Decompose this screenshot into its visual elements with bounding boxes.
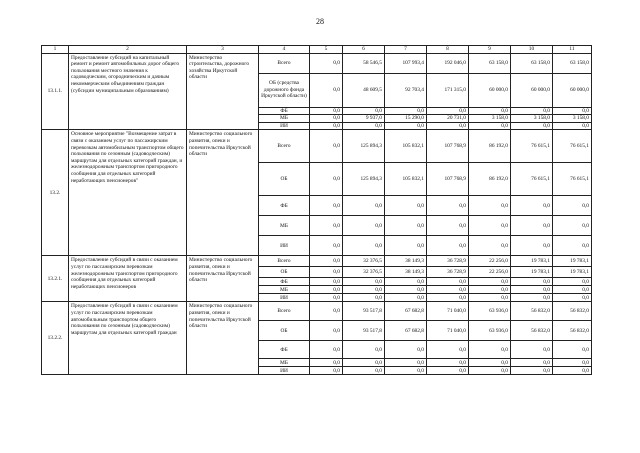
funding-source: МБ <box>259 115 310 123</box>
amount-cell: 20 731,0 <box>427 115 469 123</box>
amount-cell: 0,0 <box>427 359 469 367</box>
amount-cell: 71 040,0 <box>427 321 469 341</box>
amount-cell: 0,0 <box>553 341 592 359</box>
funding-source: ФБ <box>259 341 310 359</box>
amount-cell: 0,0 <box>310 53 343 73</box>
amount-cell: 0,0 <box>385 107 427 115</box>
amount-cell: 171 315,0 <box>427 73 469 107</box>
amount-cell: 107 993,4 <box>385 53 427 73</box>
budget-table <box>41 45 592 375</box>
header-cell: 4 <box>259 46 310 54</box>
amount-cell: 92 703,4 <box>385 73 427 107</box>
table-row <box>42 130 592 163</box>
amount-cell: 0,0 <box>343 278 385 286</box>
header-cell: 9 <box>469 46 511 54</box>
amount-cell: 63 158,0 <box>511 53 553 73</box>
item-name: Предоставление субсидий в связи с оказанием услуг по пассажирским перевозкам автомобильным транспортом общего пользования по сезонным (садоводческим) маршрутам для отдельных категорий граждан <box>69 302 187 375</box>
funding-source: Всего <box>259 53 310 73</box>
header-cell: 1 <box>42 46 69 54</box>
amount-cell: 0,0 <box>343 122 385 130</box>
amount-cell: 56 832,0 <box>553 302 592 321</box>
amount-cell: 0,0 <box>511 294 553 302</box>
amount-cell: 22 256,0 <box>469 256 511 267</box>
amount-cell: 0,0 <box>427 107 469 115</box>
amount-cell: 0,0 <box>385 359 427 367</box>
funding-source: ФБ <box>259 196 310 216</box>
amount-cell: 0,0 <box>553 367 592 375</box>
amount-cell: 36 728,9 <box>427 256 469 267</box>
table-row <box>42 53 592 73</box>
amount-cell: 56 832,0 <box>511 302 553 321</box>
amount-cell: 19 783,1 <box>553 256 592 267</box>
amount-cell: 0,0 <box>310 216 343 236</box>
amount-cell: 15 290,0 <box>385 115 427 123</box>
funding-source: Всего <box>259 302 310 321</box>
item-executor: Министерство социального развития, опеки и попечительства Иркутской области <box>187 130 259 256</box>
amount-cell: 0,0 <box>385 286 427 294</box>
amount-cell: 56 832,0 <box>553 321 592 341</box>
amount-cell: 0,0 <box>511 216 553 236</box>
item-code: 13.2.1. <box>42 256 69 302</box>
item-code: 13.2. <box>42 130 69 256</box>
funding-source: ОБ (средства дорожного фонда Иркутской области) <box>259 73 310 107</box>
amount-cell: 0,0 <box>553 122 592 130</box>
funding-source: ОБ <box>259 163 310 196</box>
amount-cell: 76 615,1 <box>511 163 553 196</box>
amount-cell: 0,0 <box>553 294 592 302</box>
amount-cell: 76 615,1 <box>511 130 553 163</box>
funding-source: ФБ <box>259 278 310 286</box>
amount-cell: 0,0 <box>553 278 592 286</box>
table-row <box>42 302 592 321</box>
amount-cell: 0,0 <box>427 122 469 130</box>
amount-cell: 3 158,0 <box>553 115 592 123</box>
amount-cell: 0,0 <box>310 115 343 123</box>
header-cell: 3 <box>187 46 259 54</box>
amount-cell: 0,0 <box>343 294 385 302</box>
amount-cell: 0,0 <box>343 286 385 294</box>
amount-cell: 0,0 <box>427 196 469 216</box>
page-number: 28 <box>316 17 324 26</box>
amount-cell: 0,0 <box>310 359 343 367</box>
amount-cell: 32 376,5 <box>343 256 385 267</box>
amount-cell: 0,0 <box>310 122 343 130</box>
amount-cell: 86 192,0 <box>469 130 511 163</box>
header-cell: 6 <box>343 46 385 54</box>
amount-cell: 0,0 <box>310 286 343 294</box>
amount-cell: 3 158,0 <box>511 115 553 123</box>
amount-cell: 0,0 <box>511 278 553 286</box>
amount-cell: 105 832,1 <box>385 130 427 163</box>
amount-cell: 0,0 <box>511 196 553 216</box>
header-cell: 11 <box>553 46 592 54</box>
amount-cell: 0,0 <box>469 341 511 359</box>
amount-cell: 0,0 <box>343 196 385 216</box>
amount-cell: 0,0 <box>310 163 343 196</box>
amount-cell: 0,0 <box>469 367 511 375</box>
amount-cell: 0,0 <box>310 302 343 321</box>
amount-cell: 0,0 <box>427 294 469 302</box>
funding-source: МБ <box>259 359 310 367</box>
amount-cell: 0,0 <box>427 216 469 236</box>
header-cell: 5 <box>310 46 343 54</box>
amount-cell: 0,0 <box>310 367 343 375</box>
amount-cell: 0,0 <box>385 294 427 302</box>
amount-cell: 63 936,0 <box>469 321 511 341</box>
amount-cell: 93 517,8 <box>343 302 385 321</box>
amount-cell: 0,0 <box>385 122 427 130</box>
item-executor: Министерство строительства, дорожного хозяйства Иркутской области <box>187 53 259 130</box>
amount-cell: 0,0 <box>511 286 553 294</box>
amount-cell: 56 832,0 <box>511 321 553 341</box>
header-cell: 2 <box>69 46 187 54</box>
amount-cell: 3 158,0 <box>469 115 511 123</box>
amount-cell: 0,0 <box>310 341 343 359</box>
amount-cell: 0,0 <box>343 367 385 375</box>
item-code: 13.1.1. <box>42 53 69 130</box>
amount-cell: 22 256,0 <box>469 267 511 278</box>
amount-cell: 0,0 <box>310 278 343 286</box>
amount-cell: 0,0 <box>469 216 511 236</box>
amount-cell: 0,0 <box>427 367 469 375</box>
funding-source: ИИ <box>259 367 310 375</box>
amount-cell: 0,0 <box>469 294 511 302</box>
amount-cell: 0,0 <box>427 236 469 256</box>
funding-source: ИИ <box>259 122 310 130</box>
item-name: Предоставление субсидий в связи с оказанием услуг по пассажирским перевозкам железнодорожным транспортом пригородного сообщения для отдельных категорий неработающих пенсионеров <box>69 256 187 302</box>
amount-cell: 0,0 <box>511 341 553 359</box>
amount-cell: 0,0 <box>511 236 553 256</box>
amount-cell: 0,0 <box>427 286 469 294</box>
amount-cell: 60 000,0 <box>511 73 553 107</box>
amount-cell: 0,0 <box>511 359 553 367</box>
amount-cell: 0,0 <box>343 236 385 256</box>
amount-cell: 107 768,9 <box>427 130 469 163</box>
amount-cell: 48 609,5 <box>343 73 385 107</box>
amount-cell: 0,0 <box>427 278 469 286</box>
amount-cell: 0,0 <box>385 367 427 375</box>
amount-cell: 0,0 <box>385 341 427 359</box>
amount-cell: 93 517,8 <box>343 321 385 341</box>
item-code: 13.2.2. <box>42 302 69 375</box>
header-row <box>42 46 592 54</box>
funding-source: ИИ <box>259 294 310 302</box>
amount-cell: 0,0 <box>385 236 427 256</box>
amount-cell: 0,0 <box>343 216 385 236</box>
amount-cell: 0,0 <box>469 278 511 286</box>
amount-cell: 0,0 <box>469 359 511 367</box>
amount-cell: 19 783,1 <box>553 267 592 278</box>
amount-cell: 60 000,0 <box>553 73 592 107</box>
amount-cell: 19 783,1 <box>511 256 553 267</box>
amount-cell: 9 937,0 <box>343 115 385 123</box>
amount-cell: 192 046,0 <box>427 53 469 73</box>
funding-source: МБ <box>259 286 310 294</box>
amount-cell: 76 615,1 <box>553 163 592 196</box>
amount-cell: 0,0 <box>385 196 427 216</box>
amount-cell: 63 936,0 <box>469 302 511 321</box>
amount-cell: 0,0 <box>427 341 469 359</box>
amount-cell: 105 832,1 <box>385 163 427 196</box>
amount-cell: 0,0 <box>469 196 511 216</box>
amount-cell: 58 546,5 <box>343 53 385 73</box>
amount-cell: 0,0 <box>310 267 343 278</box>
funding-source: ОБ <box>259 321 310 341</box>
amount-cell: 0,0 <box>310 321 343 341</box>
amount-cell: 0,0 <box>511 122 553 130</box>
item-name: Предоставление субсидий на капитальный ремонт и ремонт автомобильных дорог общего пользования местного значения к садоводческим, огородническим и дачным некоммерческим объединениям граждан (субсидии муниципальным образованиям) <box>69 53 187 130</box>
amount-cell: 19 783,1 <box>511 267 553 278</box>
amount-cell: 0,0 <box>310 196 343 216</box>
funding-source: Всего <box>259 256 310 267</box>
header-cell: 8 <box>427 46 469 54</box>
amount-cell: 0,0 <box>469 122 511 130</box>
funding-source: МБ <box>259 216 310 236</box>
amount-cell: 0,0 <box>343 107 385 115</box>
amount-cell: 0,0 <box>469 286 511 294</box>
amount-cell: 76 615,1 <box>553 130 592 163</box>
item-name: Основное мероприятие "Возмещение затрат в связи с оказанием услуг по пассажирским перевозкам автомобильным транспортом общего пользования по сезонным (садоводческим) маршрутам для отдельных категорий граждан, и железнодорожным транспортом пригородного сообщения для отдельных категорий неработающих пенсионеров" <box>69 130 187 256</box>
amount-cell: 0,0 <box>385 278 427 286</box>
funding-source: ФБ <box>259 107 310 115</box>
amount-cell: 125 894,3 <box>343 130 385 163</box>
amount-cell: 0,0 <box>553 196 592 216</box>
amount-cell: 38 149,3 <box>385 267 427 278</box>
amount-cell: 67 682,8 <box>385 321 427 341</box>
amount-cell: 86 192,0 <box>469 163 511 196</box>
amount-cell: 67 682,8 <box>385 302 427 321</box>
amount-cell: 63 158,0 <box>553 53 592 73</box>
item-executor: Министерство социального развития, опеки и попечительства Иркутской области <box>187 302 259 375</box>
amount-cell: 38 149,3 <box>385 256 427 267</box>
amount-cell: 0,0 <box>553 286 592 294</box>
amount-cell: 0,0 <box>469 107 511 115</box>
amount-cell: 125 894,3 <box>343 163 385 196</box>
amount-cell: 0,0 <box>343 359 385 367</box>
amount-cell: 0,0 <box>310 256 343 267</box>
amount-cell: 0,0 <box>553 236 592 256</box>
amount-cell: 0,0 <box>553 107 592 115</box>
amount-cell: 0,0 <box>511 107 553 115</box>
amount-cell: 71 040,0 <box>427 302 469 321</box>
amount-cell: 0,0 <box>310 236 343 256</box>
amount-cell: 60 000,0 <box>469 73 511 107</box>
funding-source: ОБ <box>259 267 310 278</box>
amount-cell: 107 768,9 <box>427 163 469 196</box>
table-row <box>42 256 592 267</box>
header-cell: 10 <box>511 46 553 54</box>
amount-cell: 0,0 <box>310 73 343 107</box>
amount-cell: 0,0 <box>343 341 385 359</box>
amount-cell: 63 158,0 <box>469 53 511 73</box>
header-cell: 7 <box>385 46 427 54</box>
funding-source: ИИ <box>259 236 310 256</box>
amount-cell: 0,0 <box>469 236 511 256</box>
amount-cell: 0,0 <box>553 216 592 236</box>
amount-cell: 0,0 <box>310 130 343 163</box>
funding-source: Всего <box>259 130 310 163</box>
item-executor: Министерство социального развития, опеки и попечительства Иркутской области <box>187 256 259 302</box>
amount-cell: 36 728,9 <box>427 267 469 278</box>
amount-cell: 0,0 <box>385 216 427 236</box>
amount-cell: 32 376,5 <box>343 267 385 278</box>
amount-cell: 0,0 <box>310 294 343 302</box>
amount-cell: 0,0 <box>511 367 553 375</box>
amount-cell: 0,0 <box>310 107 343 115</box>
amount-cell: 0,0 <box>553 359 592 367</box>
